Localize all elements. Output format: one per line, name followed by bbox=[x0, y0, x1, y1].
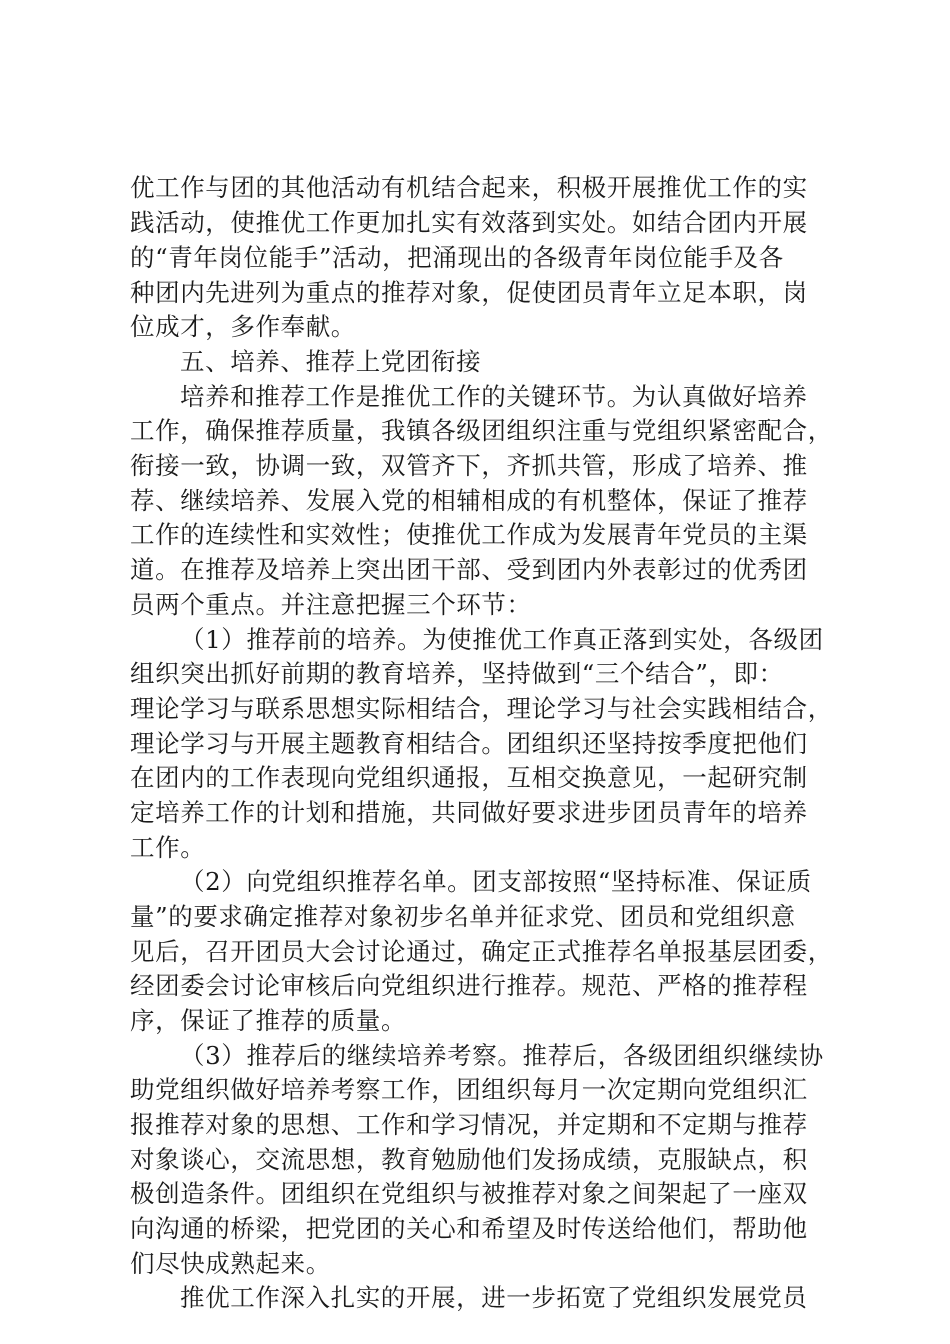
text-line: 向沟通的桥梁，把党团的关心和希望及时传送给他们，帮助他 bbox=[130, 1214, 808, 1243]
text-line: （1）推荐前的培养。为使推优工作真正落到实处，各级团 bbox=[180, 625, 824, 654]
text-line: 助党组织做好培养考察工作，团组织每月一次定期向党组织汇 bbox=[130, 1075, 808, 1104]
text-line: 序，保证了推荐的质量。 bbox=[130, 1006, 407, 1035]
text-line: 工作的连续性和实效性；使推优工作成为发展青年党员的主渠 bbox=[130, 520, 808, 549]
text-line: 员两个重点。并注意把握三个环节： bbox=[130, 590, 532, 619]
text-line: 的“青年岗位能手”活动，把涌现出的各级青年岗位能手及各 bbox=[130, 243, 784, 272]
text-line: 践活动，使推优工作更加扎实有效落到实处。如结合团内开展 bbox=[130, 208, 808, 237]
text-line: 报推荐对象的思想、工作和学习情况，并定期和不定期与推荐 bbox=[130, 1110, 808, 1139]
text-line: 定培养工作的计划和措施，共同做好要求进步团员青年的培养 bbox=[130, 798, 808, 827]
text-line: 见后，召开团员大会讨论通过，确定正式推荐名单报基层团委， bbox=[130, 937, 833, 966]
text-line: 工作，确保推荐质量，我镇各级团组织注重与党组织紧密配合， bbox=[130, 416, 833, 445]
text-line: 极创造条件。团组织在党组织与被推荐对象之间架起了一座双 bbox=[130, 1179, 808, 1208]
text-line: 优工作与团的其他活动有机结合起来，积极开展推优工作的实 bbox=[130, 173, 808, 202]
text-line: 衔接一致，协调一致，双管齐下，齐抓共管，形成了培养、推 bbox=[130, 451, 808, 480]
text-line: 对象谈心，交流思想，教育勉励他们发扬成绩，克服缺点，积 bbox=[130, 1145, 808, 1174]
text-line: 推优工作深入扎实的开展，进一步拓宽了党组织发展党员 bbox=[180, 1283, 808, 1312]
text-line: 理论学习与开展主题教育相结合。团组织还坚持按季度把他们 bbox=[130, 729, 808, 758]
text-line: 荐、继续培养、发展入党的相辅相成的有机整体，保证了推荐 bbox=[130, 486, 808, 515]
text-line: 们尽快成熟起来。 bbox=[130, 1249, 331, 1278]
text-line: 经团委会讨论审核后向党组织进行推荐。规范、严格的推荐程 bbox=[130, 971, 808, 1000]
section-heading: 五、培养、推荐上党团衔接 bbox=[180, 347, 482, 376]
text-line: 道。在推荐及培养上突出团干部、受到团内外表彰过的优秀团 bbox=[130, 555, 808, 584]
text-line: 量”的要求确定推荐对象初步名单并征求党、团员和党组织意 bbox=[130, 902, 796, 931]
text-line: 在团内的工作表现向党组织通报，互相交换意见，一起研究制 bbox=[130, 763, 808, 792]
text-line: 培养和推荐工作是推优工作的关键环节。为认真做好培养 bbox=[180, 382, 808, 411]
text-line: 理论学习与联系思想实际相结合，理论学习与社会实践相结合， bbox=[130, 694, 833, 723]
text-line: 种团内先进列为重点的推荐对象，促使团员青年立足本职，岗 bbox=[130, 278, 808, 307]
text-line: 位成才，多作奉献。 bbox=[130, 312, 356, 341]
text-line: （2）向党组织推荐名单。团支部按照“坚持标准、保证质 bbox=[180, 867, 812, 896]
text-line: （3）推荐后的继续培养考察。推荐后，各级团组织继续协 bbox=[180, 1041, 824, 1070]
text-line: 组织突出抓好前期的教育培养，坚持做到“三个结合”，即： bbox=[130, 659, 784, 688]
text-line: 工作。 bbox=[130, 833, 206, 862]
